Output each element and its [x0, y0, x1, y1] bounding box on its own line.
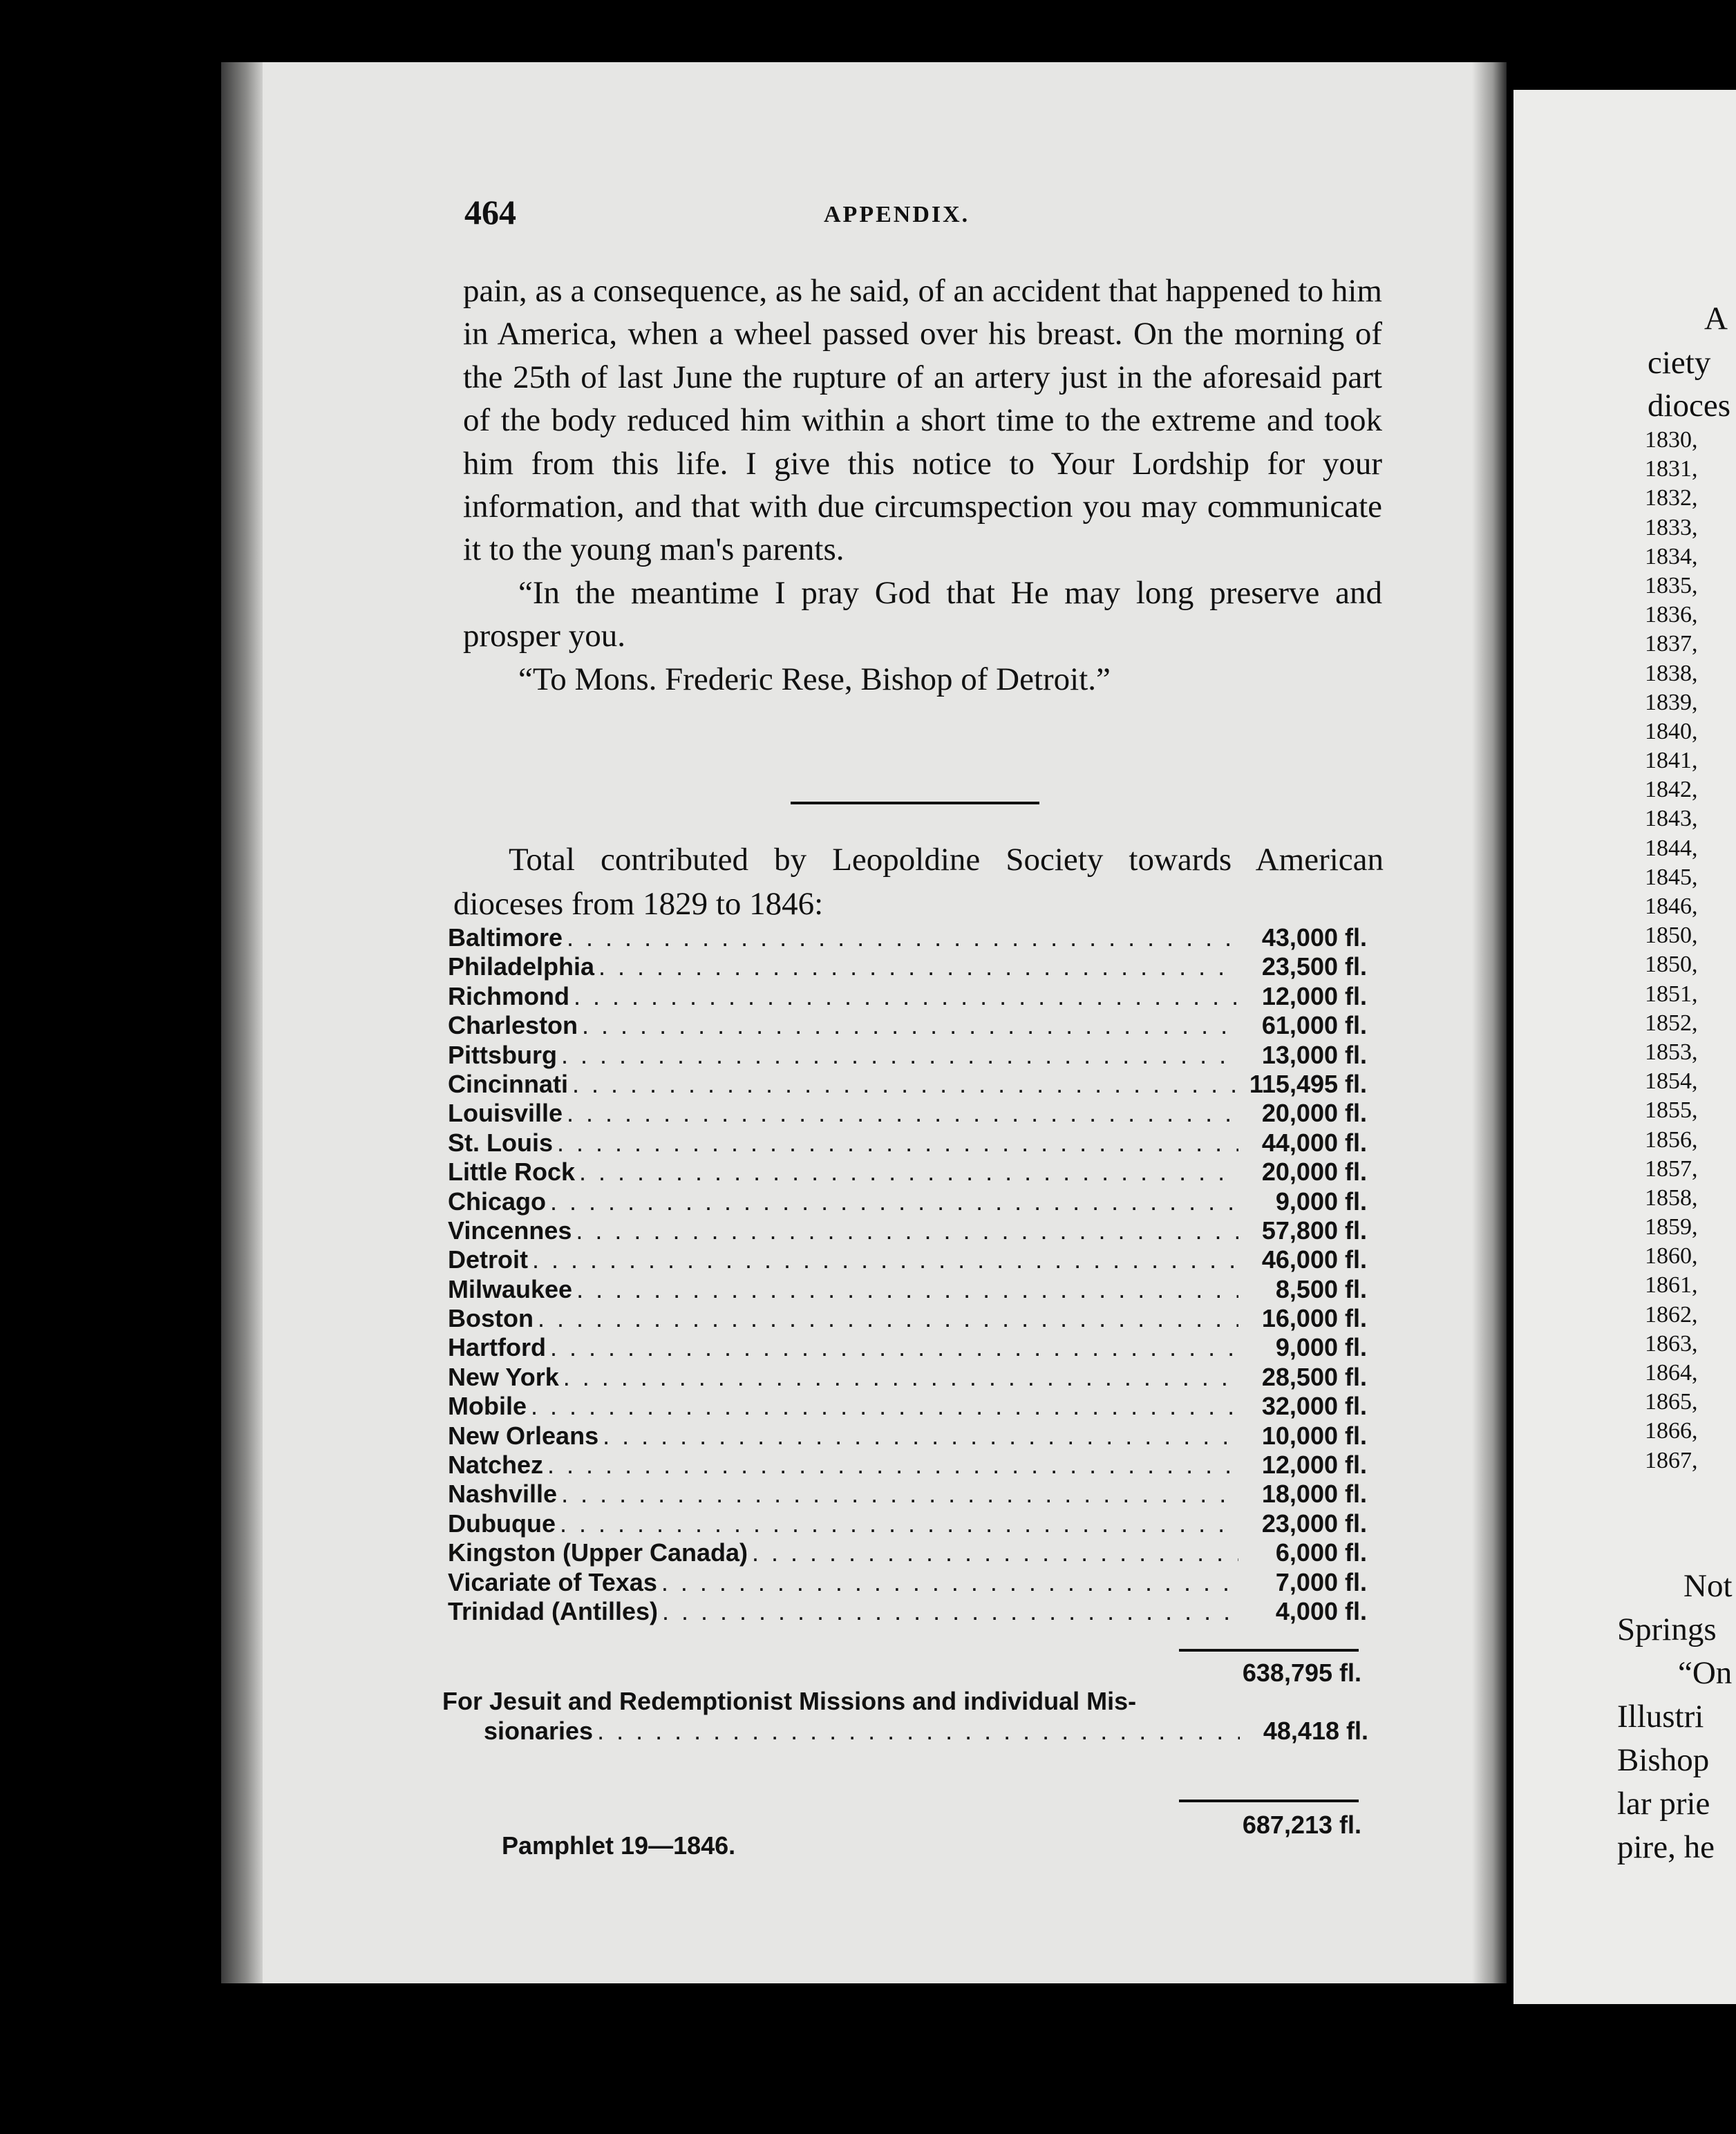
year-entry: 1831,: [1645, 456, 1698, 482]
contribution-amount: 44,000 fl.: [1261, 1128, 1367, 1157]
page-edge-shadow: [221, 62, 263, 1983]
year-entry: 1865,: [1645, 1389, 1698, 1415]
year-entry: 1832,: [1645, 485, 1698, 511]
total-rule: [1179, 1800, 1359, 1802]
source-citation: Pamphlet 19—1846.: [502, 1831, 736, 1860]
body-paragraph: “To Mons. Frederic Rese, Bishop of Detroit.”: [518, 661, 1111, 697]
right-page-line: “On: [1678, 1655, 1733, 1691]
page-number: 464: [464, 193, 516, 232]
right-page-line: pire, he: [1617, 1829, 1715, 1865]
year-entry: 1859,: [1645, 1214, 1698, 1240]
diocese-name: New Orleans: [448, 1421, 599, 1450]
body-paragraph: “In the meantime I pray God that He may long preserve and prosper you.: [463, 574, 1382, 654]
dot-leader: [576, 1216, 1238, 1245]
contribution-row: [448, 982, 1367, 1011]
right-page-line: ciety: [1648, 345, 1711, 381]
year-entry: 1845,: [1645, 864, 1698, 890]
contribution-row: [448, 1509, 1367, 1538]
dot-leader: [582, 1011, 1238, 1040]
contribution-amount: 46,000 fl.: [1261, 1245, 1367, 1274]
year-entry: 1858,: [1645, 1184, 1698, 1211]
year-entry: 1850,: [1645, 952, 1698, 978]
contribution-amount: 57,800 fl.: [1261, 1216, 1367, 1245]
contribution-row: [448, 1187, 1367, 1216]
contribution-row: [448, 1245, 1367, 1274]
dot-leader: [550, 1333, 1238, 1362]
contribution-row: [448, 1333, 1367, 1362]
dot-leader: [538, 1304, 1238, 1333]
contribution-row: [448, 1070, 1367, 1099]
year-entry: 1840,: [1645, 718, 1698, 744]
missions-label-cont: sionaries: [484, 1717, 594, 1745]
year-entry: 1866,: [1645, 1418, 1698, 1444]
dot-leader: [576, 1275, 1238, 1304]
diocese-name: St. Louis: [448, 1128, 553, 1157]
year-entry: 1857,: [1645, 1155, 1698, 1182]
contribution-row: [448, 1597, 1367, 1626]
contribution-amount: 23,000 fl.: [1261, 1509, 1367, 1538]
year-entry: 1854,: [1645, 1068, 1698, 1095]
contributions-table: [448, 923, 1367, 1626]
year-entry: 1837,: [1645, 631, 1698, 657]
right-page-line: lar prie: [1617, 1786, 1710, 1822]
missions-label: For Jesuit and Redemptionist Missions and individual Mis-: [442, 1687, 1137, 1715]
diocese-name: Kingston (Upper Canada): [448, 1538, 748, 1567]
year-entry: 1852,: [1645, 1010, 1698, 1036]
contribution-amount: 10,000 fl.: [1261, 1421, 1367, 1450]
year-entry: 1856,: [1645, 1126, 1698, 1153]
right-page-line: Not: [1683, 1568, 1733, 1604]
table-intro: [453, 838, 1384, 926]
year-entry: 1851,: [1645, 981, 1698, 1007]
right-page-line: A: [1704, 301, 1728, 337]
dot-leader: [567, 1099, 1238, 1128]
contribution-row: [448, 1480, 1367, 1509]
dot-leader: [561, 1480, 1238, 1509]
diocese-name: Natchez: [448, 1451, 544, 1480]
dot-leader: [561, 1041, 1238, 1070]
contribution-amount: 18,000 fl.: [1261, 1480, 1367, 1509]
diocese-name: Cincinnati: [448, 1069, 569, 1098]
diocese-name: Chicago: [448, 1187, 547, 1216]
dot-leader: [550, 1187, 1238, 1216]
diocese-name: Vicariate of Texas: [448, 1567, 657, 1596]
subtotal-rule: [1179, 1649, 1359, 1652]
year-entry: 1867,: [1645, 1447, 1698, 1473]
diocese-name: Charleston: [448, 1011, 578, 1040]
dot-leader: [532, 1245, 1238, 1274]
contribution-row: [448, 1538, 1367, 1567]
year-entry: 1843,: [1645, 806, 1698, 832]
diocese-name: Vincennes: [448, 1216, 572, 1245]
table-intro-text: Total contributed by Leopoldine Society towards American dioceses from 1829 to 1846:: [453, 842, 1384, 922]
contribution-row: [448, 1363, 1367, 1392]
contribution-amount: 7,000 fl.: [1275, 1567, 1367, 1596]
year-entry: 1862,: [1645, 1301, 1698, 1328]
dot-leader: [603, 1422, 1238, 1451]
year-entry: 1860,: [1645, 1243, 1698, 1269]
dot-leader: [579, 1158, 1238, 1187]
missions-row: [442, 1717, 1368, 1746]
contribution-row: [448, 1158, 1367, 1187]
right-page-line: Springs: [1617, 1612, 1717, 1647]
dot-leader: [563, 1363, 1238, 1392]
year-entry: 1853,: [1645, 1039, 1698, 1065]
contribution-amount: 8,500 fl.: [1275, 1274, 1367, 1303]
contribution-amount: 13,000 fl.: [1261, 1040, 1367, 1069]
running-head: [464, 192, 1384, 234]
right-page-line: Illustri: [1617, 1699, 1704, 1735]
year-entry: 1838,: [1645, 660, 1698, 686]
year-entry: 1846,: [1645, 894, 1698, 919]
dot-leader: [560, 1509, 1238, 1538]
contribution-row: [448, 1011, 1367, 1040]
right-page-year-list: [1645, 426, 1698, 1475]
dot-leader: [598, 952, 1238, 981]
book-gutter: [1472, 62, 1507, 1983]
grand-total: 687,213 fl.: [1242, 1811, 1361, 1839]
right-page-line: dioces: [1648, 388, 1731, 424]
contribution-amount: 43,000 fl.: [1261, 923, 1367, 952]
contribution-row: [448, 1275, 1367, 1304]
contribution-amount: 9,000 fl.: [1275, 1187, 1367, 1216]
year-entry: 1855,: [1645, 1097, 1698, 1124]
contribution-amount: 9,000 fl.: [1275, 1333, 1367, 1362]
diocese-name: Pittsburg: [448, 1040, 557, 1069]
diocese-name: Louisville: [448, 1099, 563, 1128]
dot-leader: [574, 982, 1238, 1011]
dot-leader: [752, 1538, 1238, 1567]
dot-leader: [661, 1568, 1238, 1597]
contribution-row: [448, 1422, 1367, 1451]
year-entry: 1861,: [1645, 1272, 1698, 1299]
contribution-row: [448, 1304, 1367, 1333]
section-divider: [791, 802, 1039, 804]
contribution-row: [448, 1451, 1367, 1480]
year-entry: 1863,: [1645, 1330, 1698, 1357]
diocese-name: Nashville: [448, 1480, 558, 1509]
contribution-amount: 23,500 fl.: [1261, 952, 1367, 981]
right-page-line: Bishop: [1617, 1742, 1710, 1778]
missions-entry: [442, 1686, 1368, 1746]
year-entry: 1834,: [1645, 543, 1698, 569]
contribution-amount: 20,000 fl.: [1261, 1158, 1367, 1187]
missions-amount: 48,418 fl.: [1263, 1717, 1368, 1745]
contribution-amount: 61,000 fl.: [1261, 1011, 1367, 1040]
letter-body: [463, 270, 1382, 701]
diocese-name: Trinidad (Antilles): [448, 1596, 659, 1625]
year-entry: 1839,: [1645, 689, 1698, 715]
diocese-name: Dubuque: [448, 1509, 556, 1538]
diocese-name: Mobile: [448, 1392, 527, 1421]
diocese-name: Baltimore: [448, 923, 563, 952]
dot-leader: [531, 1392, 1238, 1421]
diocese-name: Richmond: [448, 981, 569, 1010]
contribution-row: [448, 1099, 1367, 1128]
year-entry: 1850,: [1645, 923, 1698, 949]
diocese-name: New York: [448, 1362, 559, 1391]
contribution-amount: 32,000 fl.: [1261, 1392, 1367, 1421]
year-entry: 1833,: [1645, 514, 1698, 540]
contribution-row: [448, 1568, 1367, 1597]
diocese-name: Philadelphia: [448, 952, 595, 981]
year-entry: 1864,: [1645, 1360, 1698, 1386]
contribution-amount: 4,000 fl.: [1275, 1596, 1367, 1625]
year-entry: 1844,: [1645, 835, 1698, 861]
contribution-row: [448, 1041, 1367, 1070]
dot-leader: [557, 1129, 1238, 1158]
contribution-row: [448, 1129, 1367, 1158]
year-entry: 1830,: [1645, 427, 1698, 453]
contribution-amount: 28,500 fl.: [1261, 1362, 1367, 1391]
contribution-amount: 12,000 fl.: [1261, 1451, 1367, 1480]
contribution-amount: 20,000 fl.: [1261, 1099, 1367, 1128]
diocese-name: Boston: [448, 1304, 534, 1333]
contribution-row: [448, 1216, 1367, 1245]
dot-leader: [567, 923, 1238, 952]
contribution-amount: 12,000 fl.: [1261, 981, 1367, 1010]
diocese-name: Milwaukee: [448, 1274, 573, 1303]
diocese-name: Hartford: [448, 1333, 546, 1362]
contribution-row: [448, 952, 1367, 981]
year-entry: 1842,: [1645, 777, 1698, 803]
section-title: APPENDIX.: [824, 202, 970, 227]
body-paragraph: pain, as a consequence, as he said, of an accident that happened to him in America, when a wheel passed over his breast. On the morning of the 25th of last June the rupture of an artery just in the aforesaid part of the body reduced him within a short time to the extreme and took him from this life. I give this notice to Your Lordship for your information, and that with due circumspection you may communicate it to the young man's parents.: [463, 273, 1382, 568]
year-entry: 1841,: [1645, 748, 1698, 774]
contribution-row: [448, 1392, 1367, 1421]
contribution-amount: 115,495 fl.: [1249, 1069, 1367, 1098]
dot-leader: [662, 1597, 1238, 1626]
contribution-amount: 6,000 fl.: [1275, 1538, 1367, 1567]
dot-leader: [572, 1070, 1238, 1099]
diocese-name: Detroit: [448, 1245, 528, 1274]
year-entry: 1836,: [1645, 602, 1698, 628]
diocese-name: Little Rock: [448, 1158, 576, 1187]
right-page-bottom-text: [1617, 1565, 1733, 1869]
dot-leader: [597, 1717, 1240, 1746]
contribution-row: [448, 923, 1367, 952]
year-entry: 1835,: [1645, 572, 1698, 598]
subtotal: 638,795 fl.: [1242, 1659, 1361, 1687]
contribution-amount: 16,000 fl.: [1261, 1304, 1367, 1333]
dot-leader: [547, 1451, 1238, 1480]
